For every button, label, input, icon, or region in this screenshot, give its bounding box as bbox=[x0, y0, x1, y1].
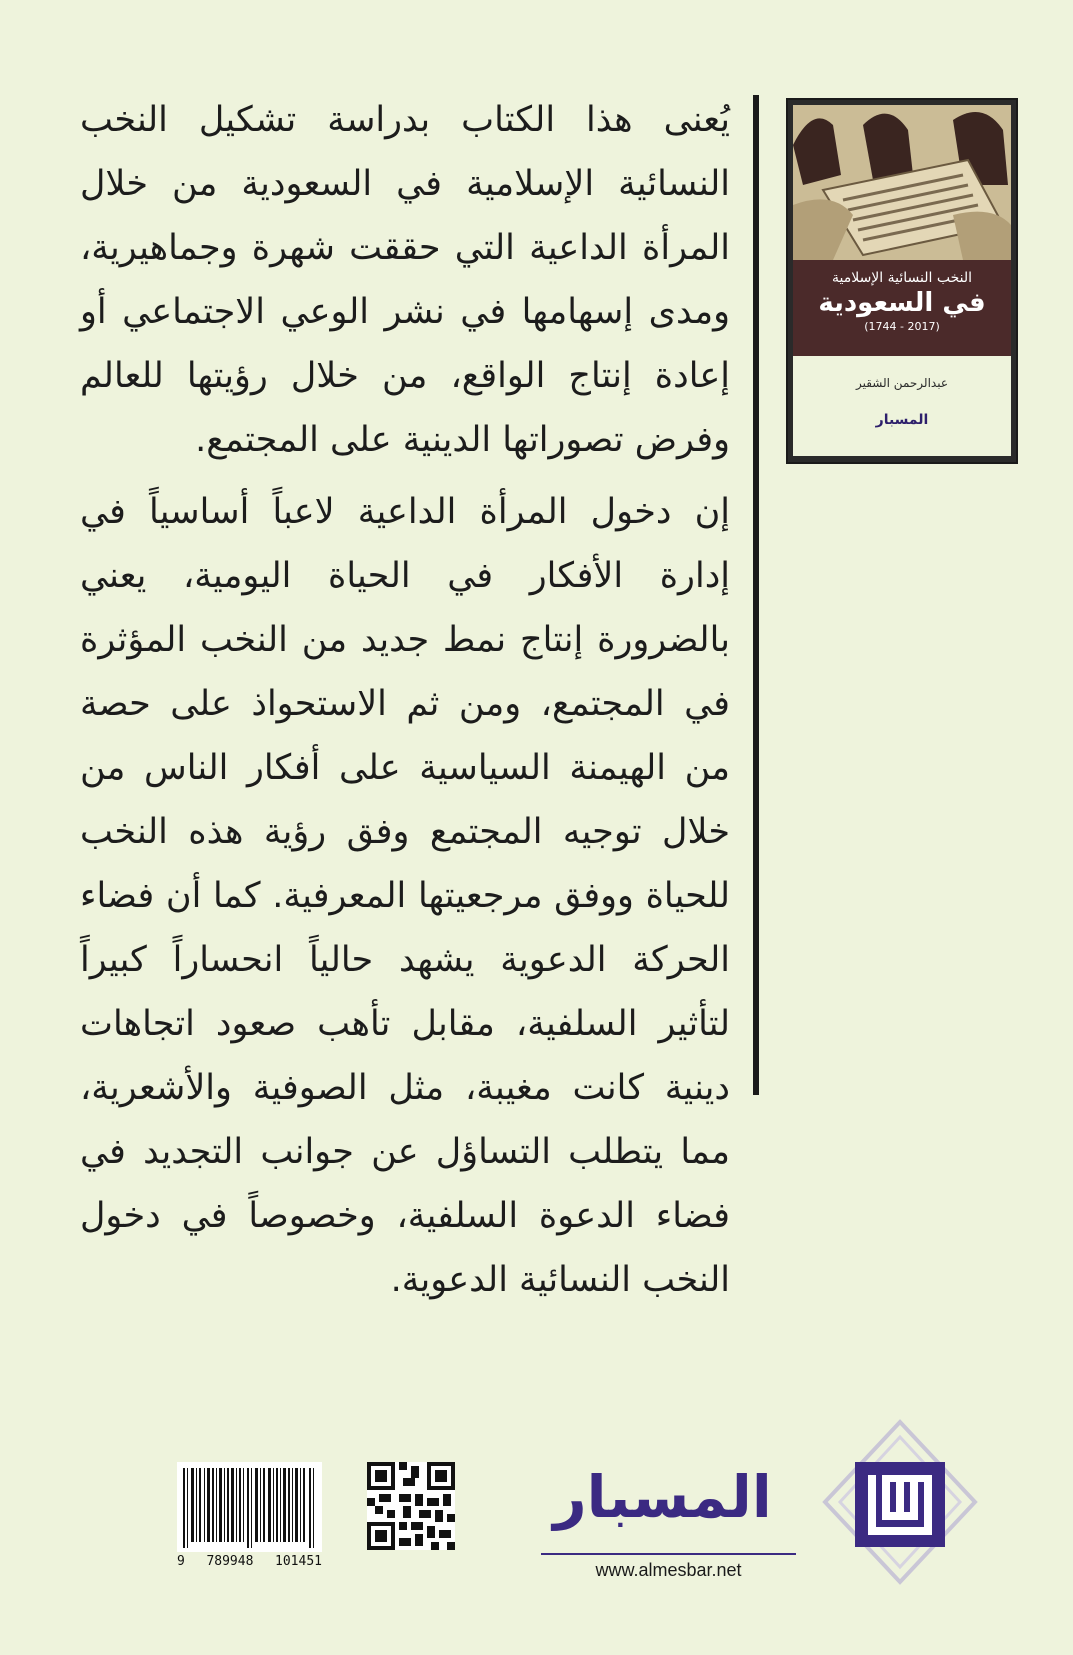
publisher-emblem bbox=[820, 1417, 980, 1587]
barcode-digit-group: 101451 bbox=[275, 1554, 322, 1569]
qr-code bbox=[367, 1462, 455, 1550]
cover-thumbnail bbox=[786, 98, 1018, 464]
publisher-name: المسبار bbox=[553, 1463, 772, 1531]
cover-subtitle: النخب النسائية الإسلامية bbox=[831, 270, 972, 286]
cover-illustration-icon bbox=[793, 105, 1011, 260]
barcode-icon bbox=[183, 1468, 316, 1548]
barcode-digits bbox=[177, 1554, 322, 1569]
description-paragraph-2: إن دخول المرأة الداعية لاعباً أساسياً في إدارة الأفكار في الحياة اليومية، يعني بالضرورة إنتاج نمط جديد من النخب المؤثرة في المجتمع، ومن ثم الاستحواذ على حصة من الهيمنة السياسية على أفكار الناس من خلال توجيه المجتمع وفق رؤية هذه النخب للحياة ووفق مرجعيتها المعرفية. كما أن فضاء الحركة الدعوية يشهد حالياً انحساراً كبيراً لتأثير السلفية، مقابل تأهب صعود اتجاهات دينية كانت مغيبة، مثل الصوفية والأشعرية، مما يتطلب التساؤل عن جوانب التجديد في فضاء الدعوة السلفية، وخصوصاً في دخول النخب النسائية الدعوية. bbox=[80, 492, 730, 1300]
cover-thumbnail-photo bbox=[793, 105, 1011, 260]
cover-publisher: المسبار bbox=[875, 412, 929, 428]
publisher-url[interactable]: www.almesbar.net bbox=[595, 1560, 742, 1580]
publisher-underline bbox=[541, 1553, 796, 1555]
cover-title: في السعودية bbox=[818, 288, 986, 318]
cover-title-band bbox=[793, 260, 1011, 356]
barcode-digit-group: 9 bbox=[177, 1554, 185, 1569]
cover-author: عبدالرحمن الشقير bbox=[855, 376, 948, 390]
cover-lower bbox=[793, 356, 1011, 456]
description-paragraph-1: يُعنى هذا الكتاب بدراسة تشكيل النخب النسائية الإسلامية في السعودية من خلال المرأة الداعية التي حققت شهرة وجماهيرية، ومدى إسهامها في نشر الوعي الاجتماعي أو إعادة إنتاج الواقع، من خلال رؤيتها للعالم وفرض تصوراتها الدينية على المجتمع. bbox=[80, 100, 730, 460]
publisher-emblem-icon bbox=[820, 1417, 980, 1587]
vertical-divider bbox=[753, 95, 759, 1095]
book-description bbox=[80, 88, 730, 1320]
isbn-barcode bbox=[177, 1462, 322, 1569]
barcode-digit-group: 789948 bbox=[206, 1554, 254, 1569]
qr-code-icon bbox=[367, 1462, 455, 1550]
cover-years: (2017 - 1744) bbox=[864, 320, 940, 333]
